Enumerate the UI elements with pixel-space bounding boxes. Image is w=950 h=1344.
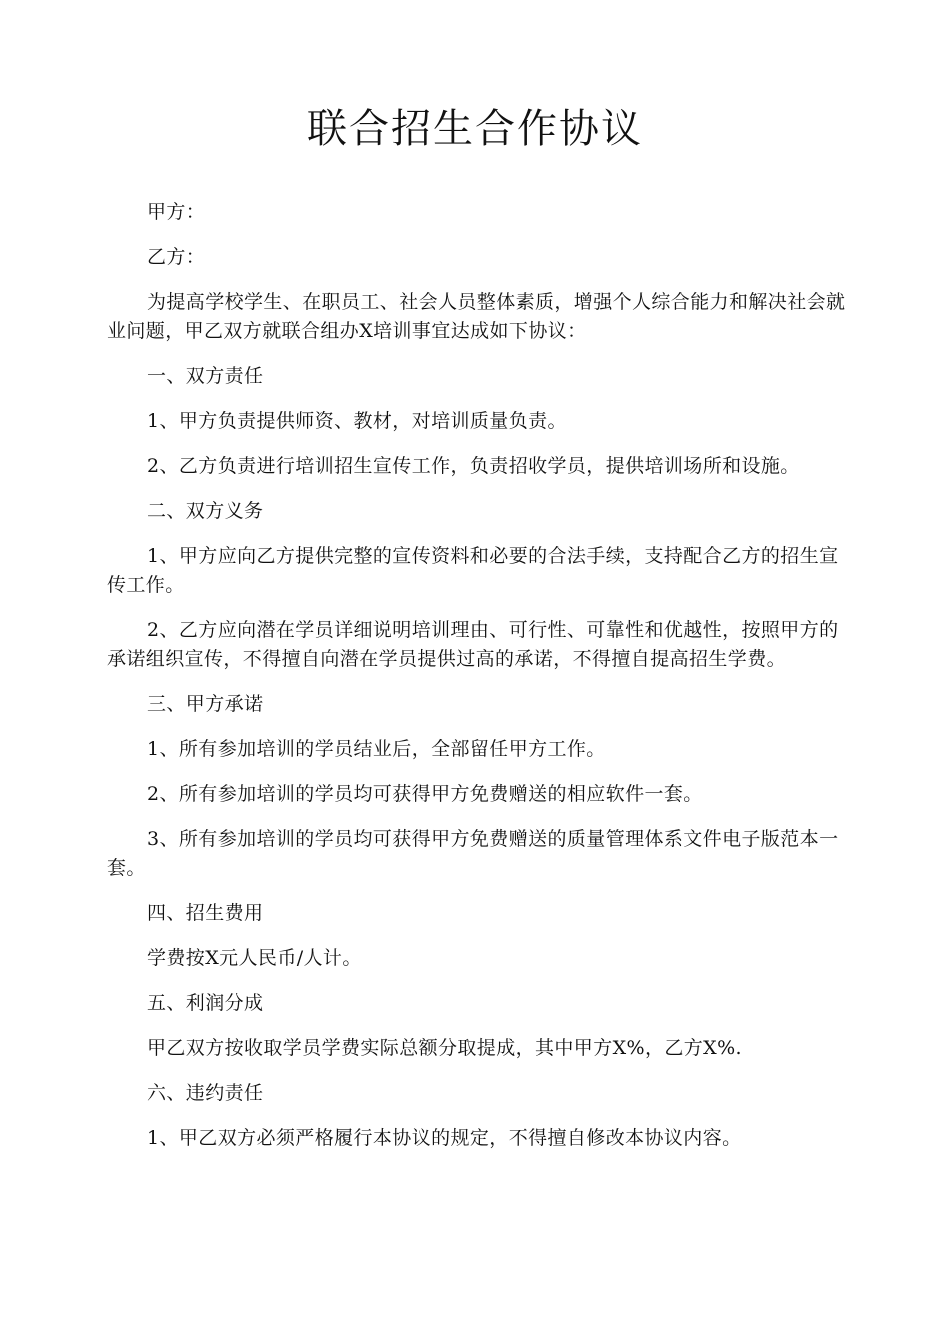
party-b-line: 乙方：	[147, 246, 206, 268]
preamble-paragraph: 为提高学校学生、在职员工、社会人员整体素质，增强个人综合能力和解决社会就业问题，甲乙双方就联合组办X培训事宜达成如下协议：	[107, 291, 846, 342]
document-body	[107, 198, 853, 1169]
clause-paragraph: 1、所有参加培训的学员结业后，全部留任甲方工作。	[147, 738, 606, 760]
clause-paragraph: 2、乙方应向潜在学员详细说明培训理由、可行性、可靠性和优越性，按照甲方的承诺组织宣传，不得擅自向潜在学员提供过高的承诺，不得擅自提高招生学费。	[107, 619, 839, 670]
document-title: 联合招生合作协议	[307, 106, 643, 152]
clause-paragraph: 1、甲乙双方必须严格履行本协议的规定，不得擅自修改本协议内容。	[147, 1127, 742, 1149]
clause-paragraph: 1、甲方应向乙方提供完整的宣传资料和必要的合法手续，支持配合乙方的招生宣传工作。	[107, 545, 839, 596]
section-heading-responsibilities: 一、双方责任	[147, 365, 264, 387]
clause-paragraph: 学费按X元人民币/人计。	[147, 947, 362, 969]
party-a-line: 甲方：	[147, 201, 206, 223]
section-heading-liability: 六、违约责任	[147, 1082, 264, 1104]
section-heading-profit-share: 五、利润分成	[147, 992, 264, 1014]
section-heading-obligations: 二、双方义务	[147, 500, 264, 522]
section-heading-commitments: 三、甲方承诺	[147, 693, 264, 715]
clause-paragraph: 3、所有参加培训的学员均可获得甲方免费赠送的质量管理体系文件电子版范本一套。	[107, 828, 839, 879]
clause-paragraph: 2、乙方负责进行培训招生宣传工作，负责招收学员，提供培训场所和设施。	[147, 455, 800, 477]
section-heading-fees: 四、招生费用	[147, 902, 264, 924]
clause-paragraph: 甲乙双方按收取学员学费实际总额分取提成，其中甲方X%，乙方X%.	[147, 1037, 743, 1059]
clause-paragraph: 1、甲方负责提供师资、教材，对培训质量负责。	[147, 410, 567, 432]
clause-paragraph: 2、所有参加培训的学员均可获得甲方免费赠送的相应软件一套。	[147, 783, 703, 805]
